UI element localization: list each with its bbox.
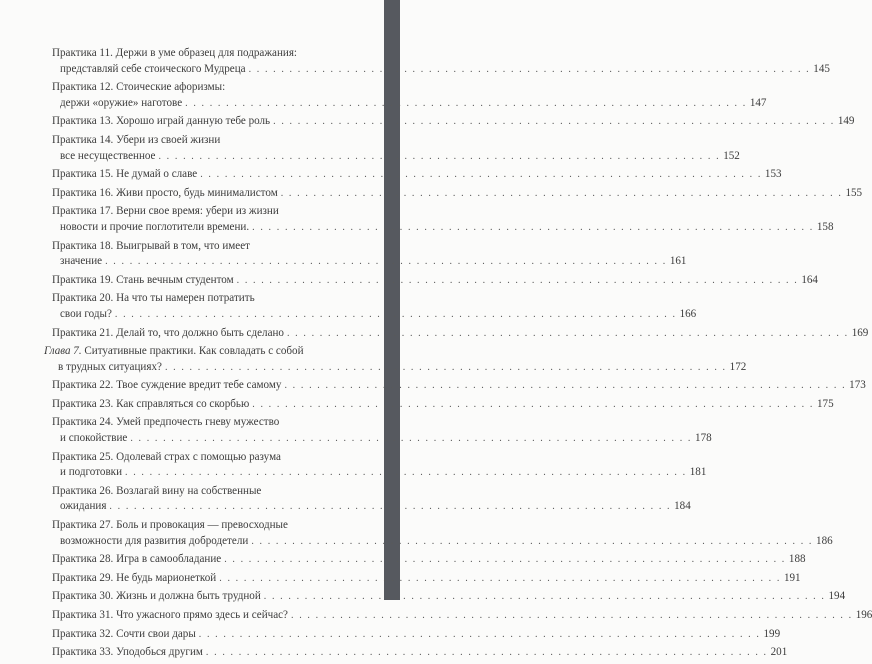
toc-entry-title: Практика 25. Одолевай страх с помощью разума: [52, 450, 281, 463]
chapter-label: Глава 7.: [44, 345, 82, 358]
toc-entry: [52, 378, 866, 394]
toc-entry-title: Практика 29. Не будь марионеткой: [52, 571, 217, 584]
toc-line: [52, 291, 352, 307]
toc-entry: [52, 291, 697, 322]
toc-entry-title: возможности для развития добродетели: [60, 534, 249, 547]
toc-entry-title: и подготовки: [60, 466, 123, 479]
page-number: 147: [749, 96, 767, 109]
toc-entry: [52, 608, 872, 624]
toc-entry: [52, 552, 806, 568]
toc-entry: [52, 484, 691, 515]
leader-dots: [251, 534, 813, 550]
toc-line: [52, 149, 740, 165]
toc-entry: [52, 645, 788, 661]
toc-entry-title: значение: [60, 255, 103, 268]
leader-dots: [224, 552, 786, 568]
toc-entry-title: держи «оружие» наготове: [60, 96, 183, 109]
page-number: 196: [855, 609, 872, 621]
toc-entry-title: Практика 13. Хорошо играй данную тебе роль: [52, 115, 271, 128]
leader-dots: [105, 254, 667, 270]
toc-line: [52, 96, 767, 112]
table-of-contents: [44, 46, 872, 664]
page-number: 188: [788, 553, 806, 566]
toc-entry-title: Практика 20. На что ты намерен потратить: [52, 292, 255, 305]
leader-dots: [252, 220, 814, 236]
toc-line: [52, 589, 846, 605]
toc-entry: [52, 204, 834, 235]
toc-line: [52, 415, 352, 431]
page-number: 145: [813, 62, 830, 75]
page-number: 158: [816, 220, 834, 233]
toc-entry: [52, 326, 869, 342]
page-number: 166: [679, 307, 697, 320]
toc-entry-title: Практика 33. Уподобься другим: [52, 646, 203, 659]
toc-entry-title: Практика 18. Выигрывай в том, что имеет: [52, 239, 251, 252]
toc-line: [52, 239, 352, 255]
toc-entry-title: Практика 12. Стоические афоризмы:: [52, 81, 226, 94]
page-number: 169: [851, 326, 869, 339]
toc-entry-title: Практика 31. Что ужасного прямо здесь и сейчас?: [52, 609, 288, 621]
toc-entry-title: все несущественное: [60, 149, 156, 162]
chapter-title: Ситуативные практики. Как совладать с собой: [81, 345, 304, 358]
toc-entry-title: представляй себе стоического Мудреца: [60, 62, 246, 75]
toc-entry: [52, 450, 707, 481]
toc-entry-title: Практика 30. Жизнь и должна быть трудной: [52, 590, 261, 603]
toc-line: [52, 133, 352, 149]
toc-entry-title: Практика 21. Делай то, что должно быть сделано: [52, 326, 284, 339]
page-number: 172: [729, 360, 747, 373]
leader-dots: [287, 326, 849, 342]
page-number: 201: [770, 646, 788, 659]
page-number: 149: [837, 115, 855, 128]
leader-dots: [200, 167, 762, 183]
toc-line: [52, 204, 352, 220]
toc-line: [52, 499, 691, 515]
toc-line: [52, 378, 866, 394]
page-number: 199: [763, 627, 781, 640]
toc-line: [52, 627, 781, 643]
toc-entry-title: Практика 11. Держи в уме образец для подражания:: [52, 47, 297, 59]
toc-line: [52, 431, 712, 447]
toc-line: [52, 326, 869, 342]
toc-entry-title: Практика 15. Не думай о славе: [52, 168, 198, 181]
toc-entry-title: в трудных ситуациях?: [58, 360, 162, 373]
toc-line: [52, 484, 352, 500]
toc-line: [52, 167, 782, 183]
toc-entry: [52, 571, 801, 587]
toc-entry-title: Практика 24. Умей предпочесть гневу мужество: [52, 416, 280, 429]
toc-entry: [52, 518, 833, 549]
page-number: 164: [801, 273, 818, 286]
leader-dots: [281, 186, 843, 202]
toc-line: [52, 273, 818, 289]
leader-dots: [206, 645, 768, 661]
toc-line: [52, 220, 834, 236]
toc-entry-title: [44, 344, 304, 360]
toc-entry-title: Практика 27. Боль и провокация — превосходные: [52, 519, 288, 532]
toc-entry-title: Практика 16. Живи просто, будь минималистом: [52, 186, 278, 199]
toc-entry: [52, 186, 863, 202]
toc-line: [52, 608, 872, 624]
leader-dots: [237, 273, 799, 289]
toc-entry-title: Практика 19. Стань вечным студентом: [52, 273, 234, 286]
toc-line: [52, 534, 833, 550]
page-number: 191: [783, 571, 801, 584]
leader-dots: [125, 465, 687, 481]
toc-line: [52, 571, 801, 587]
toc-entry-title: и спокойствие: [60, 432, 128, 445]
toc-entry-title: новости и прочие поглотители времени.: [60, 220, 250, 233]
page-number: 186: [816, 534, 833, 547]
leader-dots: [252, 397, 814, 413]
toc-entry: [52, 80, 767, 111]
toc-entry-title: Практика 23. Как справляться со скорбью: [52, 397, 250, 410]
leader-dots: [291, 608, 853, 624]
toc-line: [52, 645, 788, 661]
toc-line: [52, 114, 855, 130]
page-number: 175: [816, 397, 834, 410]
leader-dots: [115, 307, 677, 323]
leader-dots: [249, 62, 811, 78]
toc-line: [52, 307, 697, 323]
toc-entry: [52, 114, 855, 130]
toc-entry: [52, 627, 781, 643]
toc-line: [52, 254, 687, 270]
toc-chapter-entry: [44, 344, 747, 375]
toc-entry: [52, 273, 818, 289]
toc-line: [52, 450, 352, 466]
leader-dots: [273, 114, 835, 130]
page-number: 184: [674, 500, 691, 513]
toc-entry-title: Практика 32. Сочти свои дары: [52, 627, 196, 640]
toc-entry-title: Практика 28. Игра в самообладание: [52, 553, 222, 566]
toc-entry: [52, 133, 740, 164]
toc-entry-title: Практика 22. Твое суждение вредит тебе самому: [52, 379, 282, 392]
toc-entry-title: свои годы?: [60, 307, 112, 320]
toc-entry: [52, 46, 830, 77]
toc-line: [52, 552, 806, 568]
page-number: 181: [689, 466, 707, 479]
toc-entry-title: Практика 26. Возлагай вину на собственные: [52, 484, 262, 497]
toc-entry: [52, 167, 782, 183]
page-number: 194: [828, 590, 846, 603]
leader-dots: [109, 499, 671, 515]
toc-entry: [52, 397, 834, 413]
leader-dots: [185, 96, 747, 112]
page-number: 178: [695, 432, 712, 445]
toc-line: [52, 80, 352, 96]
leader-dots: [199, 627, 761, 643]
page-number: 152: [723, 149, 740, 162]
toc-entry: [52, 415, 712, 446]
toc-entry-title: Практика 14. Убери из своей жизни: [52, 133, 221, 146]
toc-line: [52, 465, 707, 481]
toc-line: [52, 397, 834, 413]
toc-entry: [52, 589, 846, 605]
toc-entry-title: ожидания: [60, 500, 107, 513]
page-number: 155: [845, 186, 863, 199]
toc-line: [52, 46, 352, 62]
toc-entry-title: Практика 17. Верни свое время: убери из жизни: [52, 205, 279, 218]
toc-line: [52, 518, 352, 534]
toc-line: [44, 344, 352, 360]
leader-dots: [130, 431, 692, 447]
page-number: 173: [849, 379, 866, 392]
leader-dots: [165, 360, 727, 376]
toc-line: [52, 186, 863, 202]
toc-line: [52, 62, 830, 78]
toc-line: [44, 360, 747, 376]
toc-entry: [52, 239, 687, 270]
leader-dots: [264, 589, 826, 605]
page-number: 153: [764, 168, 782, 181]
page-number: 161: [669, 255, 687, 268]
leader-dots: [219, 571, 781, 587]
leader-dots: [284, 378, 846, 394]
leader-dots: [158, 149, 720, 165]
